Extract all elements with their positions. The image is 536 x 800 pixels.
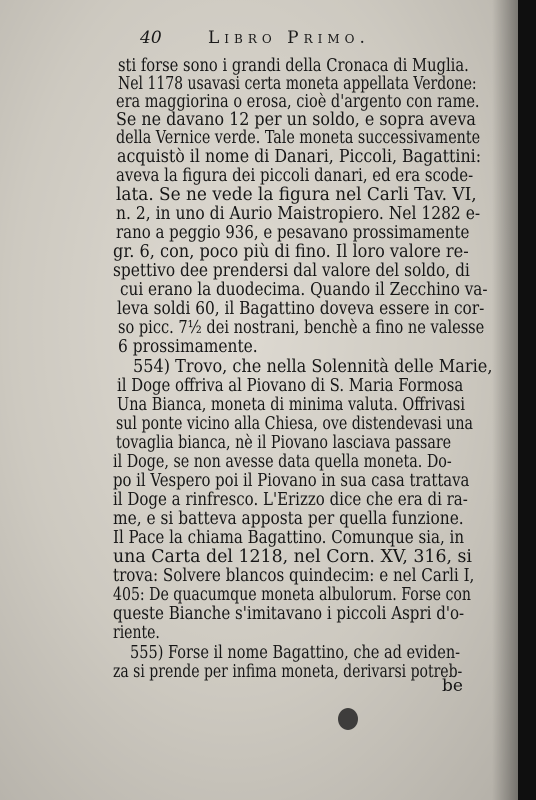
text-line: gr. 6, con, poco più di fino. Il loro valore re- <box>113 242 469 262</box>
text-line: lata. Se ne vede la figura nel Carli Tav. VI, <box>116 185 477 205</box>
text-line: rano a peggio 936, e pesavano prossimamente <box>116 223 470 243</box>
text-line: Nel 1178 usavasi certa moneta appellata Verdone: <box>118 74 477 94</box>
text-line: sti forse sono i grandi della Cronaca di Muglia. <box>118 56 469 76</box>
text-line: leva soldi 60, il Bagattino doveva essere in cor- <box>117 299 485 319</box>
text-line: po il Vespero poi il Piovano in sua casa trattava <box>113 471 470 491</box>
text-line: za si prende per infima moneta, derivarsi potreb- <box>113 662 463 682</box>
text-line: sul ponte vicino alla Chiesa, ove distendevasi una <box>116 414 473 434</box>
text-line: una Carta del 1218, nel Corn. XV, 316, si <box>113 547 472 567</box>
text-line: era maggiorina o erosa, cioè d'argento con rame. <box>116 92 480 112</box>
text-line: riente. <box>113 623 160 643</box>
text-line: il Doge a rinfresco. L'Erizzo dice che era di ra- <box>113 490 468 510</box>
text-line: n. 2, in uno di Aurio Maistropiero. Nel 1282 e- <box>116 204 481 224</box>
catchword: be <box>442 676 463 696</box>
text-line: 555) Forse il nome Bagattino, che ad eviden- <box>130 643 461 663</box>
text-line: Una Bianca, moneta di minima valuta. Offrivasi <box>117 395 465 415</box>
text-line: tovaglia bianca, nè il Piovano lasciava passare <box>116 433 452 453</box>
text-line: spettivo dee prendersi dal valore del soldo, di <box>113 261 470 281</box>
text-line: aveva la figura dei piccoli danari, ed era scode- <box>116 166 474 186</box>
text-line: della Vernice verde. Tale moneta successivamente <box>116 128 481 148</box>
text-line: 405: De quacumque moneta albulorum. Forse con <box>113 585 471 605</box>
text-line: trova: Solvere blancos quindecim: e nel Carli I, <box>113 566 475 586</box>
text-line: me, e si batteva apposta per quella funzione. <box>113 509 464 529</box>
text-line: so picc. 7½ dei nostrani, benchè a fino ne valesse <box>118 318 485 338</box>
running-title: Libro Primo. <box>208 28 370 48</box>
text-line: cui erano la duodecima. Quando il Zecchino va- <box>120 280 488 300</box>
page-number: 40 <box>140 28 162 48</box>
text-line: Se ne davano 12 per un soldo, e sopra aveva <box>116 110 476 130</box>
text-line: acquistò il nome di Danari, Piccoli, Bagattini: <box>117 147 482 167</box>
text-line: 6 prossimamente. <box>118 337 258 357</box>
text-line: queste Bianche s'imitavano i piccoli Aspri d'o- <box>113 604 465 624</box>
ink-blot <box>338 708 358 730</box>
text-line: 554) Trovo, che nella Solennità delle Marie, <box>133 357 493 377</box>
text-line: il Doge, se non avesse data quella moneta. Do- <box>113 452 452 472</box>
text-line: il Doge offriva al Piovano di S. Maria Formosa <box>117 376 464 396</box>
text-line: Il Pace la chiama Bagattino. Comunque sia, in <box>113 528 465 548</box>
